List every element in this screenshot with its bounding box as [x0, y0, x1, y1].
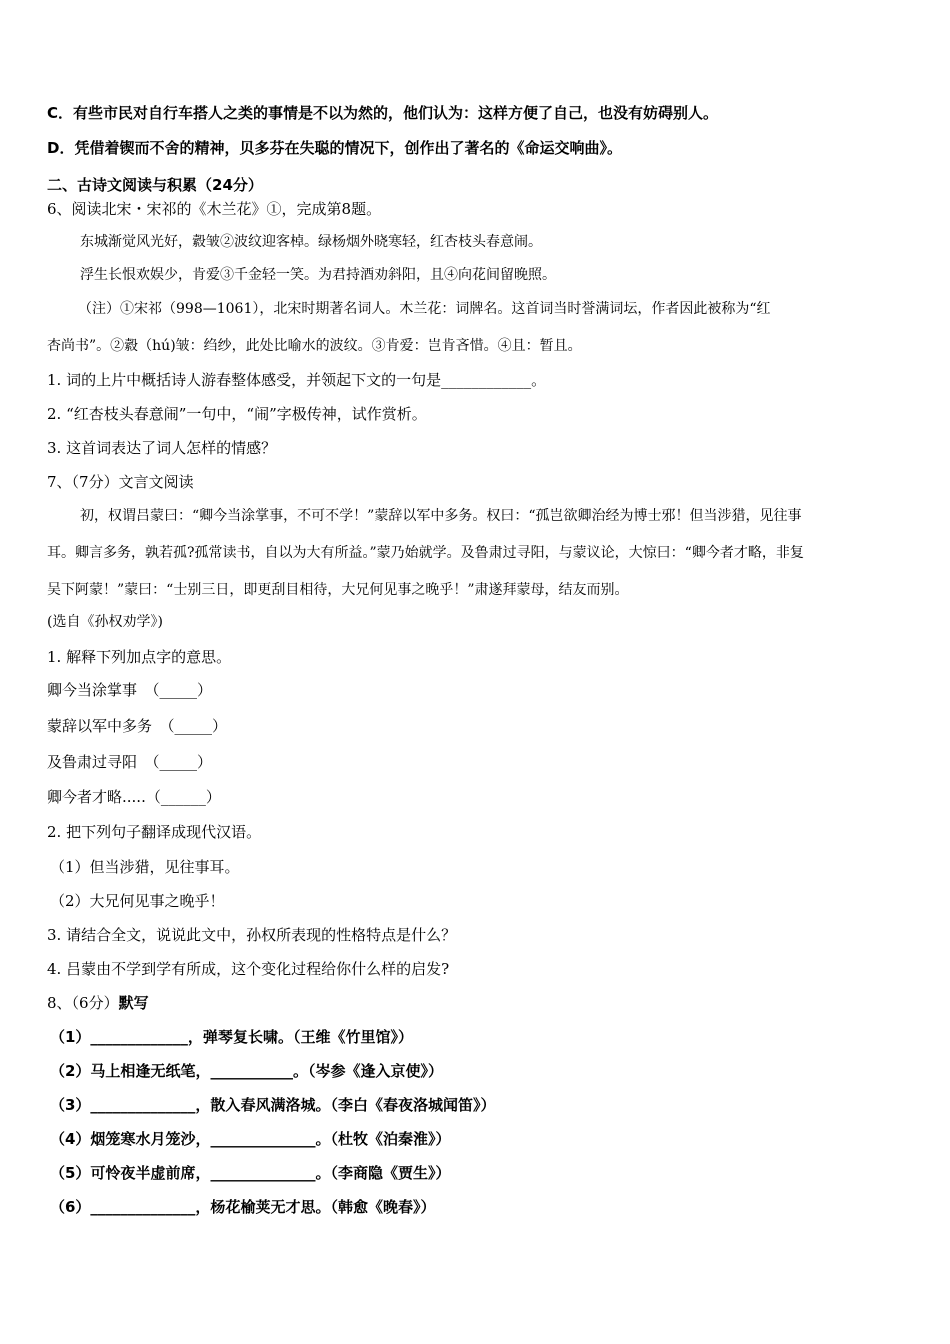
q8-title — [47, 993, 950, 1013]
q8-title-prefix: 8、（6分） — [47, 994, 119, 1012]
section-heading: 二、古诗文阅读与积累（24分） — [47, 176, 263, 194]
q6-title: 6、阅读北宋・宋祁的《木兰花》①，完成第8题。 — [47, 200, 382, 218]
q7-sub-4: 4. 吕蒙由不学到学有所成，这个变化过程给你什么样的启发? — [47, 960, 450, 978]
passage-line-3: 吴下阿蒙！”蒙曰：“士别三日，即更刮目相待，大兄何见事之晚乎！”肃遂拜蒙母，结友而别。 — [47, 582, 629, 598]
passage-line-1: 初，权谓吕蒙曰：“卿今当涂掌事，不可不学！”蒙辞以军中多务。权曰：“孤岂欲卿治经为博士邪！但当涉猎，见往事 — [80, 508, 802, 524]
dictation-line-5: （5）可怜夜半虚前席，______________。（李商隐《贾生》） — [50, 1164, 451, 1182]
q7-title: 7、（7分）文言文阅读 — [47, 473, 194, 491]
dictation-line-3: （3）______________，散入春风满洛城。（李白《春夜洛城闻笛》） — [50, 1096, 496, 1114]
poem-line-1: 东城渐觉风光好，縠皱②波纹迎客棹。绿杨烟外晓寒轻，红杏枝头春意闹。 — [80, 234, 542, 250]
dictation-line-4: （4）烟笼寒水月笼沙，______________。（杜牧《泊秦淮》） — [50, 1130, 451, 1148]
option-c: C．有些市民对自行车搭人之类的事情是不以为然的，他们认为：这样方便了自己，也没有妨碍别人。 — [47, 104, 719, 122]
word-item-4: 卿今者才略.....（______） — [47, 788, 221, 806]
dictation-line-6: （6）______________，杨花榆荚无才思。（韩愈《晚春》） — [50, 1198, 436, 1216]
q8-title-bold: 默写 — [118, 994, 149, 1012]
passage-line-2: 耳。卿言多务，孰若孤?孤常读书，自以为大有所益。”蒙乃始就学。及鲁肃过寻阳，与蒙议论，大惊曰：“卿今者才略，非复 — [47, 545, 804, 561]
word-item-1: 卿今当涂掌事 （_____） — [47, 681, 213, 699]
q6-sub-3: 3. 这首词表达了词人怎样的情感？ — [47, 439, 277, 457]
word-item-2: 蒙辞以军中多务 （_____） — [47, 717, 228, 735]
q7-sub-2: 2. 把下列句子翻译成现代汉语。 — [47, 823, 262, 841]
note-line-2: 杏尚书”。②縠（hú)皱：绉纱，此处比喻水的波纹。③肯爱：岂肯吝惜。④且：暂且。 — [47, 338, 582, 354]
q7-sub-1: 1. 解释下列加点字的意思。 — [47, 648, 232, 666]
q6-sub-1: 1. 词的上片中概括诗人游春整体感受，并领起下文的一句是____________。 — [47, 371, 547, 389]
q6-sub-2: 2. “红杏枝头春意闹”一句中，“闹”字极传神，试作赏析。 — [47, 405, 427, 423]
dictation-line-1: （1）_____________，弹琴复长啸。（王维《竹里馆》） — [50, 1028, 413, 1046]
dictation-line-2: （2）马上相逢无纸笔，___________。（岑参《逢入京使》） — [50, 1062, 443, 1080]
q7-sub-3: 3. 请结合全文，说说此文中，孙权所表现的性格特点是什么？ — [47, 926, 457, 944]
note-line-1: （注）①宋祁（998—1061），北宋时期著名词人。木兰花：词牌名。这首词当时誉满词坛，作者因此被称为“红 — [78, 301, 771, 317]
word-item-3: 及鲁肃过寻阳 （_____） — [47, 753, 213, 771]
passage-source: (选自《孙权劝学》) — [47, 614, 163, 630]
translate-item-1: （1）但当涉猎，见往事耳。 — [50, 858, 240, 876]
translate-item-2: （2）大兄何见事之晚乎！ — [50, 892, 225, 910]
poem-line-2: 浮生长恨欢娱少，肯爱③千金轻一笑。为君持酒劝斜阳，且④向花间留晚照。 — [80, 267, 556, 283]
option-d: D．凭借着锲而不舍的精神，贝多芬在失聪的情况下，创作出了著名的《命运交响曲》。 — [47, 139, 622, 157]
